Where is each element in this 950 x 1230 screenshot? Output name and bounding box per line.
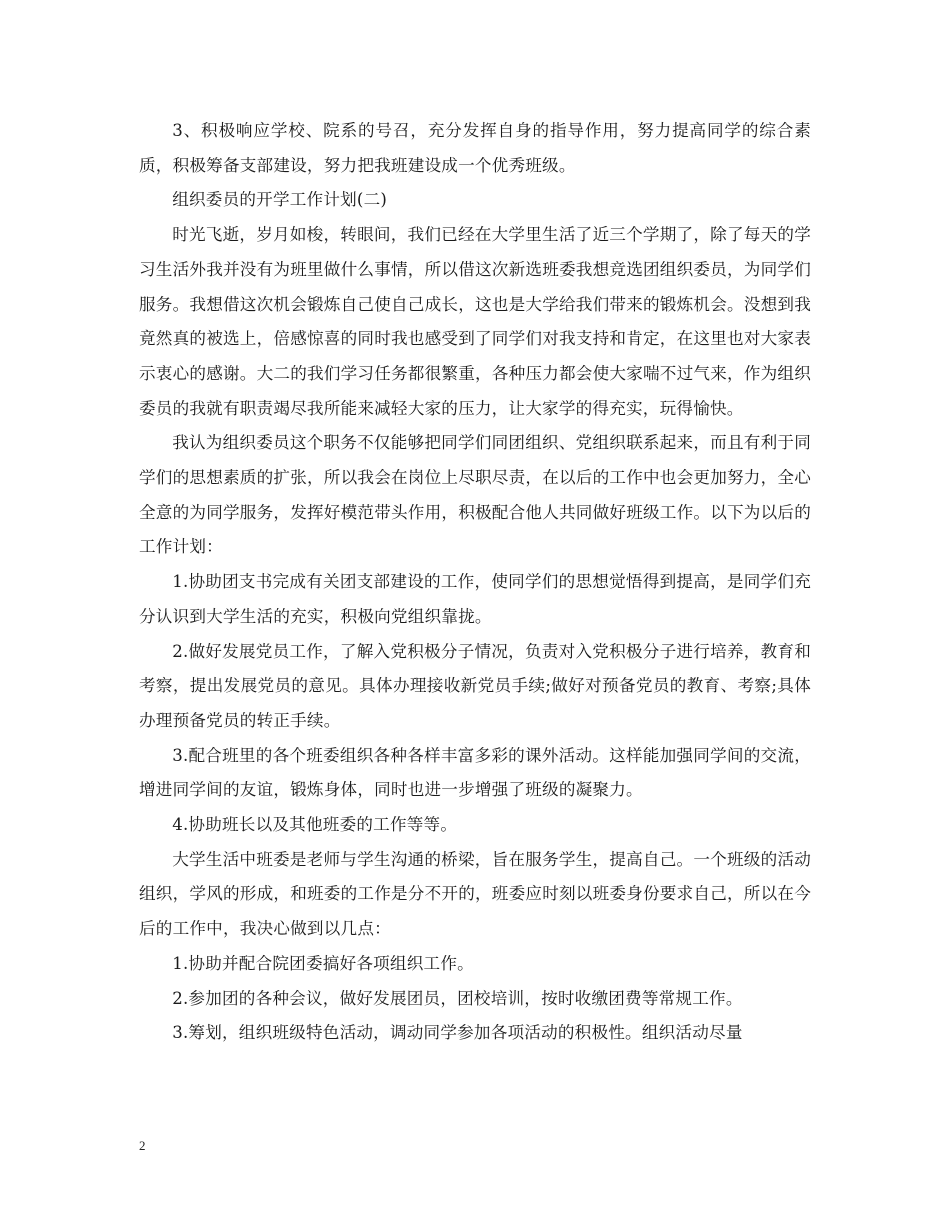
page-number: 2	[139, 1138, 146, 1153]
resolution-item-1: 1.协助并配合院团委搞好各项组织工作。	[172, 953, 474, 973]
paragraph-role-description: 我认为组织委员这个职务不仅能够把同学们同团组织、党组织联系起来，而且有利于同学们的思想素质的扩张，所以我会在岗位上尽职尽责，在以后的工作中也会更加努力，全心全意的为同学服务，发挥好模范带头作用，积极配合他人共同做好班级工作。以下为以后的工作计划：	[139, 433, 811, 557]
resolution-item-2: 2.参加团的各种会议，做好发展团员，团校培训，按时收缴团费等常规工作。	[172, 988, 743, 1008]
paragraph-item-3-conclusion: 3、积极响应学校、院系的号召，充分发挥自身的指导作用，努力提高同学的综合素质，积极筹备支部建设，努力把我班建设成一个优秀班级。	[139, 121, 811, 175]
paragraph-class-committee: 大学生活中班委是老师与学生沟通的桥梁，旨在服务学生，提高自己。一个班级的活动组织，学风的形成，和班委的工作是分不开的，班委应时刻以班委身份要求自己，所以在今后的工作中，我决心做到以几点：	[139, 849, 811, 939]
paragraph-intro: 时光飞逝，岁月如梭，转眼间，我们已经在大学里生活了近三个学期了，除了每天的学习生活外我并没有为班里做什么事情，所以借这次新选班委我想竞选团组织委员，为同学们服务。我想借这次机会锻炼自己使自己成长，这也是大学给我们带来的锻炼机会。没想到我竟然真的被选上，倍感惊喜的同时我也感受到了同学们对我支持和肯定，在这里也对大家表示衷心的感谢。大二的我们学习任务都很繁重，各种压力都会使大家喘不过气来，作为组织委员的我就有职责竭尽我所能来减轻大家的压力，让大家学的得充实，玩得愉快。	[139, 225, 811, 418]
plan-item-2: 2.做好发展党员工作，了解入党积极分子情况，负责对入党积极分子进行培养，教育和考察，提出发展党员的意见。具体办理接收新党员手续;做好对预备党员的教育、考察;具体办理预备党员的转正手续。	[139, 641, 811, 730]
document-body	[139, 114, 811, 1051]
plan-item-3: 3.配合班里的各个班委组织各种各样丰富多彩的课外活动。这样能加强同学间的交流，增进同学间的友谊，锻炼身体，同时也进一步增强了班级的凝聚力。	[139, 745, 811, 800]
section-heading: 组织委员的开学工作计划(二)	[172, 190, 388, 210]
plan-item-1: 1.协助团支书完成有关团支部建设的工作，使同学们的思想觉悟得到提高，是同学们充分认识到大学生活的充实，积极向党组织靠拢。	[139, 572, 811, 626]
resolution-item-3: 3.筹划，组织班级特色活动，调动同学参加各项活动的积极性。组织活动尽量	[172, 1023, 743, 1043]
plan-item-4: 4.协助班长以及其他班委的工作等等。	[172, 815, 458, 835]
